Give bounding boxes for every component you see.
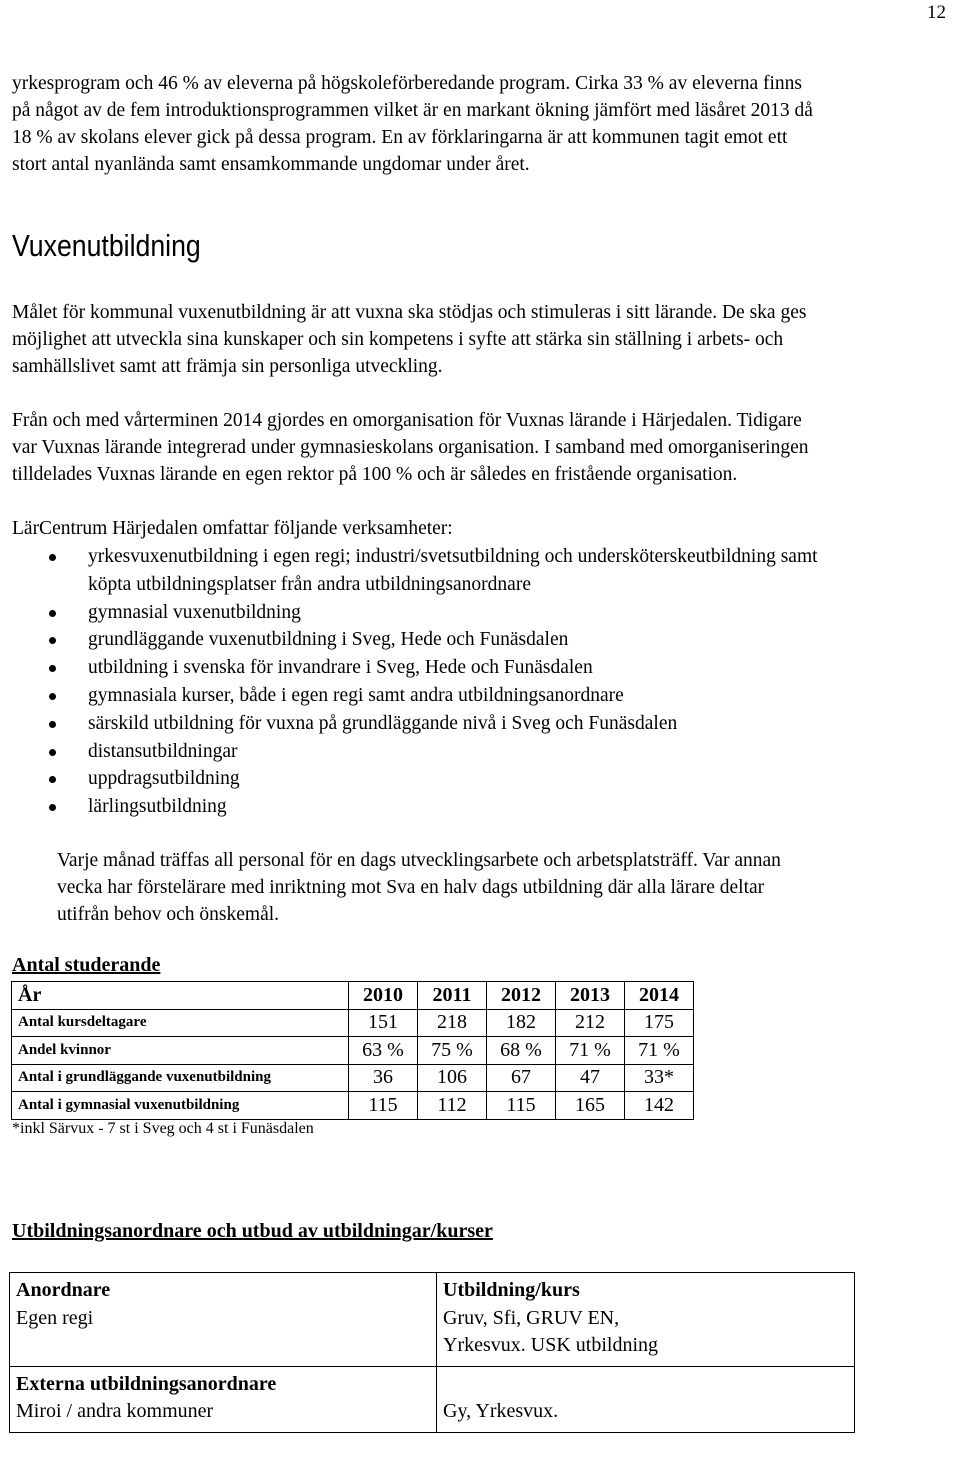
table-row — [12, 1092, 694, 1120]
list-item — [0, 793, 960, 821]
table-row — [12, 1037, 694, 1065]
list-item — [0, 682, 960, 710]
text-line: var Vuxnas lärande integrerad under gymnasieskolans organisation. I samband med omorganiseringen — [12, 437, 809, 458]
text-line: yrkesprogram och 46 % av eleverna på högskoleförberedande program. Cirka 33 % av eleverna finns — [12, 73, 802, 94]
row-header: Externa utbildningsanordnare — [16, 1372, 277, 1395]
table-cell: 63 % — [349, 1037, 418, 1065]
column-header: Anordnare — [16, 1279, 111, 1301]
list-item-text: lärlingsutbildning — [88, 796, 227, 818]
text-line: möjlighet att utveckla sina kunskaper och sin kompetens i syfte att stärka sin ställning i arbets- och — [12, 329, 784, 350]
bullet-icon — [49, 610, 56, 617]
list-item — [0, 654, 960, 682]
year-header: 2011 — [418, 982, 487, 1010]
year-header: 2012 — [487, 982, 556, 1010]
text-line: samhällslivet samt att främja sin personliga utveckling. — [12, 356, 443, 377]
list-item-text: distansutbildningar — [88, 740, 238, 762]
paragraph-staff — [57, 847, 947, 928]
table-cell — [437, 1273, 855, 1367]
table-cell — [437, 1366, 855, 1432]
list-item — [0, 738, 960, 766]
row-label: Andel kvinnor — [12, 1037, 349, 1065]
page-number: 12 — [927, 2, 946, 23]
provider-name: Miroi / andra kommuner — [16, 1400, 214, 1422]
text-line: på något av de fem introduktionsprogrammen vilket är en markant ökning jämfört med läsåret 2013 då — [12, 100, 813, 121]
table-row — [10, 1366, 855, 1432]
table-cell: 71 % — [625, 1037, 694, 1065]
bullet-icon — [49, 776, 56, 783]
text-line: Från och med vårterminen 2014 gjordes en omorganisation för Vuxnas lärande i Härjedalen. Tidigare — [12, 410, 802, 431]
bullet-icon — [49, 804, 56, 811]
text-line: tilldelades Vuxnas lärande en egen rektor på 100 % och är således en fristående organisation. — [12, 464, 738, 485]
students-table — [11, 981, 694, 1120]
paragraph-reorganisation — [12, 407, 952, 488]
table-row — [10, 1273, 855, 1367]
year-header: 2014 — [625, 982, 694, 1010]
table-cell: 112 — [418, 1092, 487, 1120]
table-cell: 151 — [349, 1009, 418, 1037]
bullet-icon — [49, 637, 56, 644]
bullet-icon — [49, 665, 56, 672]
course-text: Gy, Yrkesvux. — [443, 1400, 559, 1422]
table-cell: 68 % — [487, 1037, 556, 1065]
list-item-text: yrkesvuxenutbildning i egen regi; industri/svetsutbildning och undersköterskeutbildning samt — [88, 546, 818, 567]
table-header-row — [12, 982, 694, 1010]
table-cell: 218 — [418, 1009, 487, 1037]
year-header: 2013 — [556, 982, 625, 1010]
list-item-text: utbildning i svenska för invandrare i Sveg, Hede och Funäsdalen — [88, 657, 593, 679]
table-row — [12, 1064, 694, 1092]
table-cell: 33* — [625, 1064, 694, 1092]
text-line: Målet för kommunal vuxenutbildning är att vuxna ska stödjas och stimuleras i sitt lärande. De ska ges — [12, 302, 807, 323]
row-label: Antal i grundläggande vuxenutbildning — [12, 1064, 349, 1092]
table-cell: 67 — [487, 1064, 556, 1092]
list-item-text: särskild utbildning för vuxna på grundläggande nivå i Sveg och Funäsdalen — [88, 712, 678, 734]
table-footnote: *inkl Särvux - 7 st i Sveg och 4 st i Funäsdalen — [12, 1120, 314, 1137]
students-table-title: Antal studerande — [12, 954, 161, 976]
list-item — [0, 626, 960, 654]
table-cell: 75 % — [418, 1037, 487, 1065]
course-text: Yrkesvux. USK utbildning — [443, 1334, 658, 1356]
table-cell: 165 — [556, 1092, 625, 1120]
table-cell: 106 — [418, 1064, 487, 1092]
providers-section-title: Utbildningsanordnare och utbud av utbildningar/kurser — [12, 1220, 493, 1242]
text-line: stort antal nyanlända samt ensamkommande ungdomar under året. — [12, 154, 530, 175]
bullet-icon — [49, 721, 56, 728]
table-cell: 142 — [625, 1092, 694, 1120]
list-item-text: grundläggande vuxenutbildning i Sveg, Hede och Funäsdalen — [88, 629, 569, 651]
list-item — [0, 765, 960, 793]
list-item-text: uppdragsutbildning — [88, 768, 240, 790]
table-cell — [10, 1273, 437, 1367]
table-cell: 71 % — [556, 1037, 625, 1065]
table-row — [12, 1009, 694, 1037]
list-item-text: gymnasial vuxenutbildning — [88, 601, 301, 623]
provider-name: Egen regi — [16, 1306, 94, 1329]
table-cell — [10, 1366, 437, 1432]
table-cell: 47 — [556, 1064, 625, 1092]
table-cell: 212 — [556, 1009, 625, 1037]
providers-table — [9, 1272, 855, 1433]
paragraph-goal — [12, 299, 952, 380]
bullet-icon — [49, 554, 56, 561]
column-header: Utbildning/kurs — [443, 1279, 580, 1301]
text-line: utifrån behov och önskemål. — [57, 904, 280, 925]
row-label: Antal i gymnasial vuxenutbildning — [12, 1092, 349, 1120]
section-heading: Vuxenutbildning — [12, 228, 201, 263]
table-cell: 36 — [349, 1064, 418, 1092]
table-header-cell: År — [12, 982, 349, 1010]
activities-list — [0, 543, 960, 821]
text-line: Varje månad träffas all personal för en dags utvecklingsarbete och arbetsplatsträff. Var annan — [57, 850, 781, 871]
text-line: LärCentrum Härjedalen omfattar följande verksamheter: — [12, 518, 453, 539]
table-cell: 115 — [349, 1092, 418, 1120]
list-item — [0, 710, 960, 738]
list-item — [0, 599, 960, 627]
text-line: vecka har förstelärare med inriktning mot Sva en halv dags utbildning där alla lärare deltar — [57, 877, 765, 898]
bullet-icon — [49, 693, 56, 700]
course-text: Gruv, Sfi, GRUV EN, — [443, 1306, 620, 1329]
year-header: 2010 — [349, 982, 418, 1010]
text-line: 18 % av skolans elever gick på dessa program. En av förklaringarna är att kommunen tagit emot ett — [12, 127, 788, 148]
intro-paragraph — [12, 70, 952, 178]
table-cell: 175 — [625, 1009, 694, 1037]
list-item — [0, 543, 960, 599]
table-cell: 115 — [487, 1092, 556, 1120]
bullet-icon — [49, 749, 56, 756]
row-label: Antal kursdeltagare — [12, 1009, 349, 1037]
list-item-text: köpta utbildningsplatser från andra utbildningsanordnare — [88, 573, 531, 595]
table-cell: 182 — [487, 1009, 556, 1037]
paragraph-lercentrum — [12, 515, 952, 542]
spacer — [443, 1371, 848, 1399]
list-item-text: gymnasiala kurser, både i egen regi samt andra utbildningsanordnare — [88, 684, 624, 706]
